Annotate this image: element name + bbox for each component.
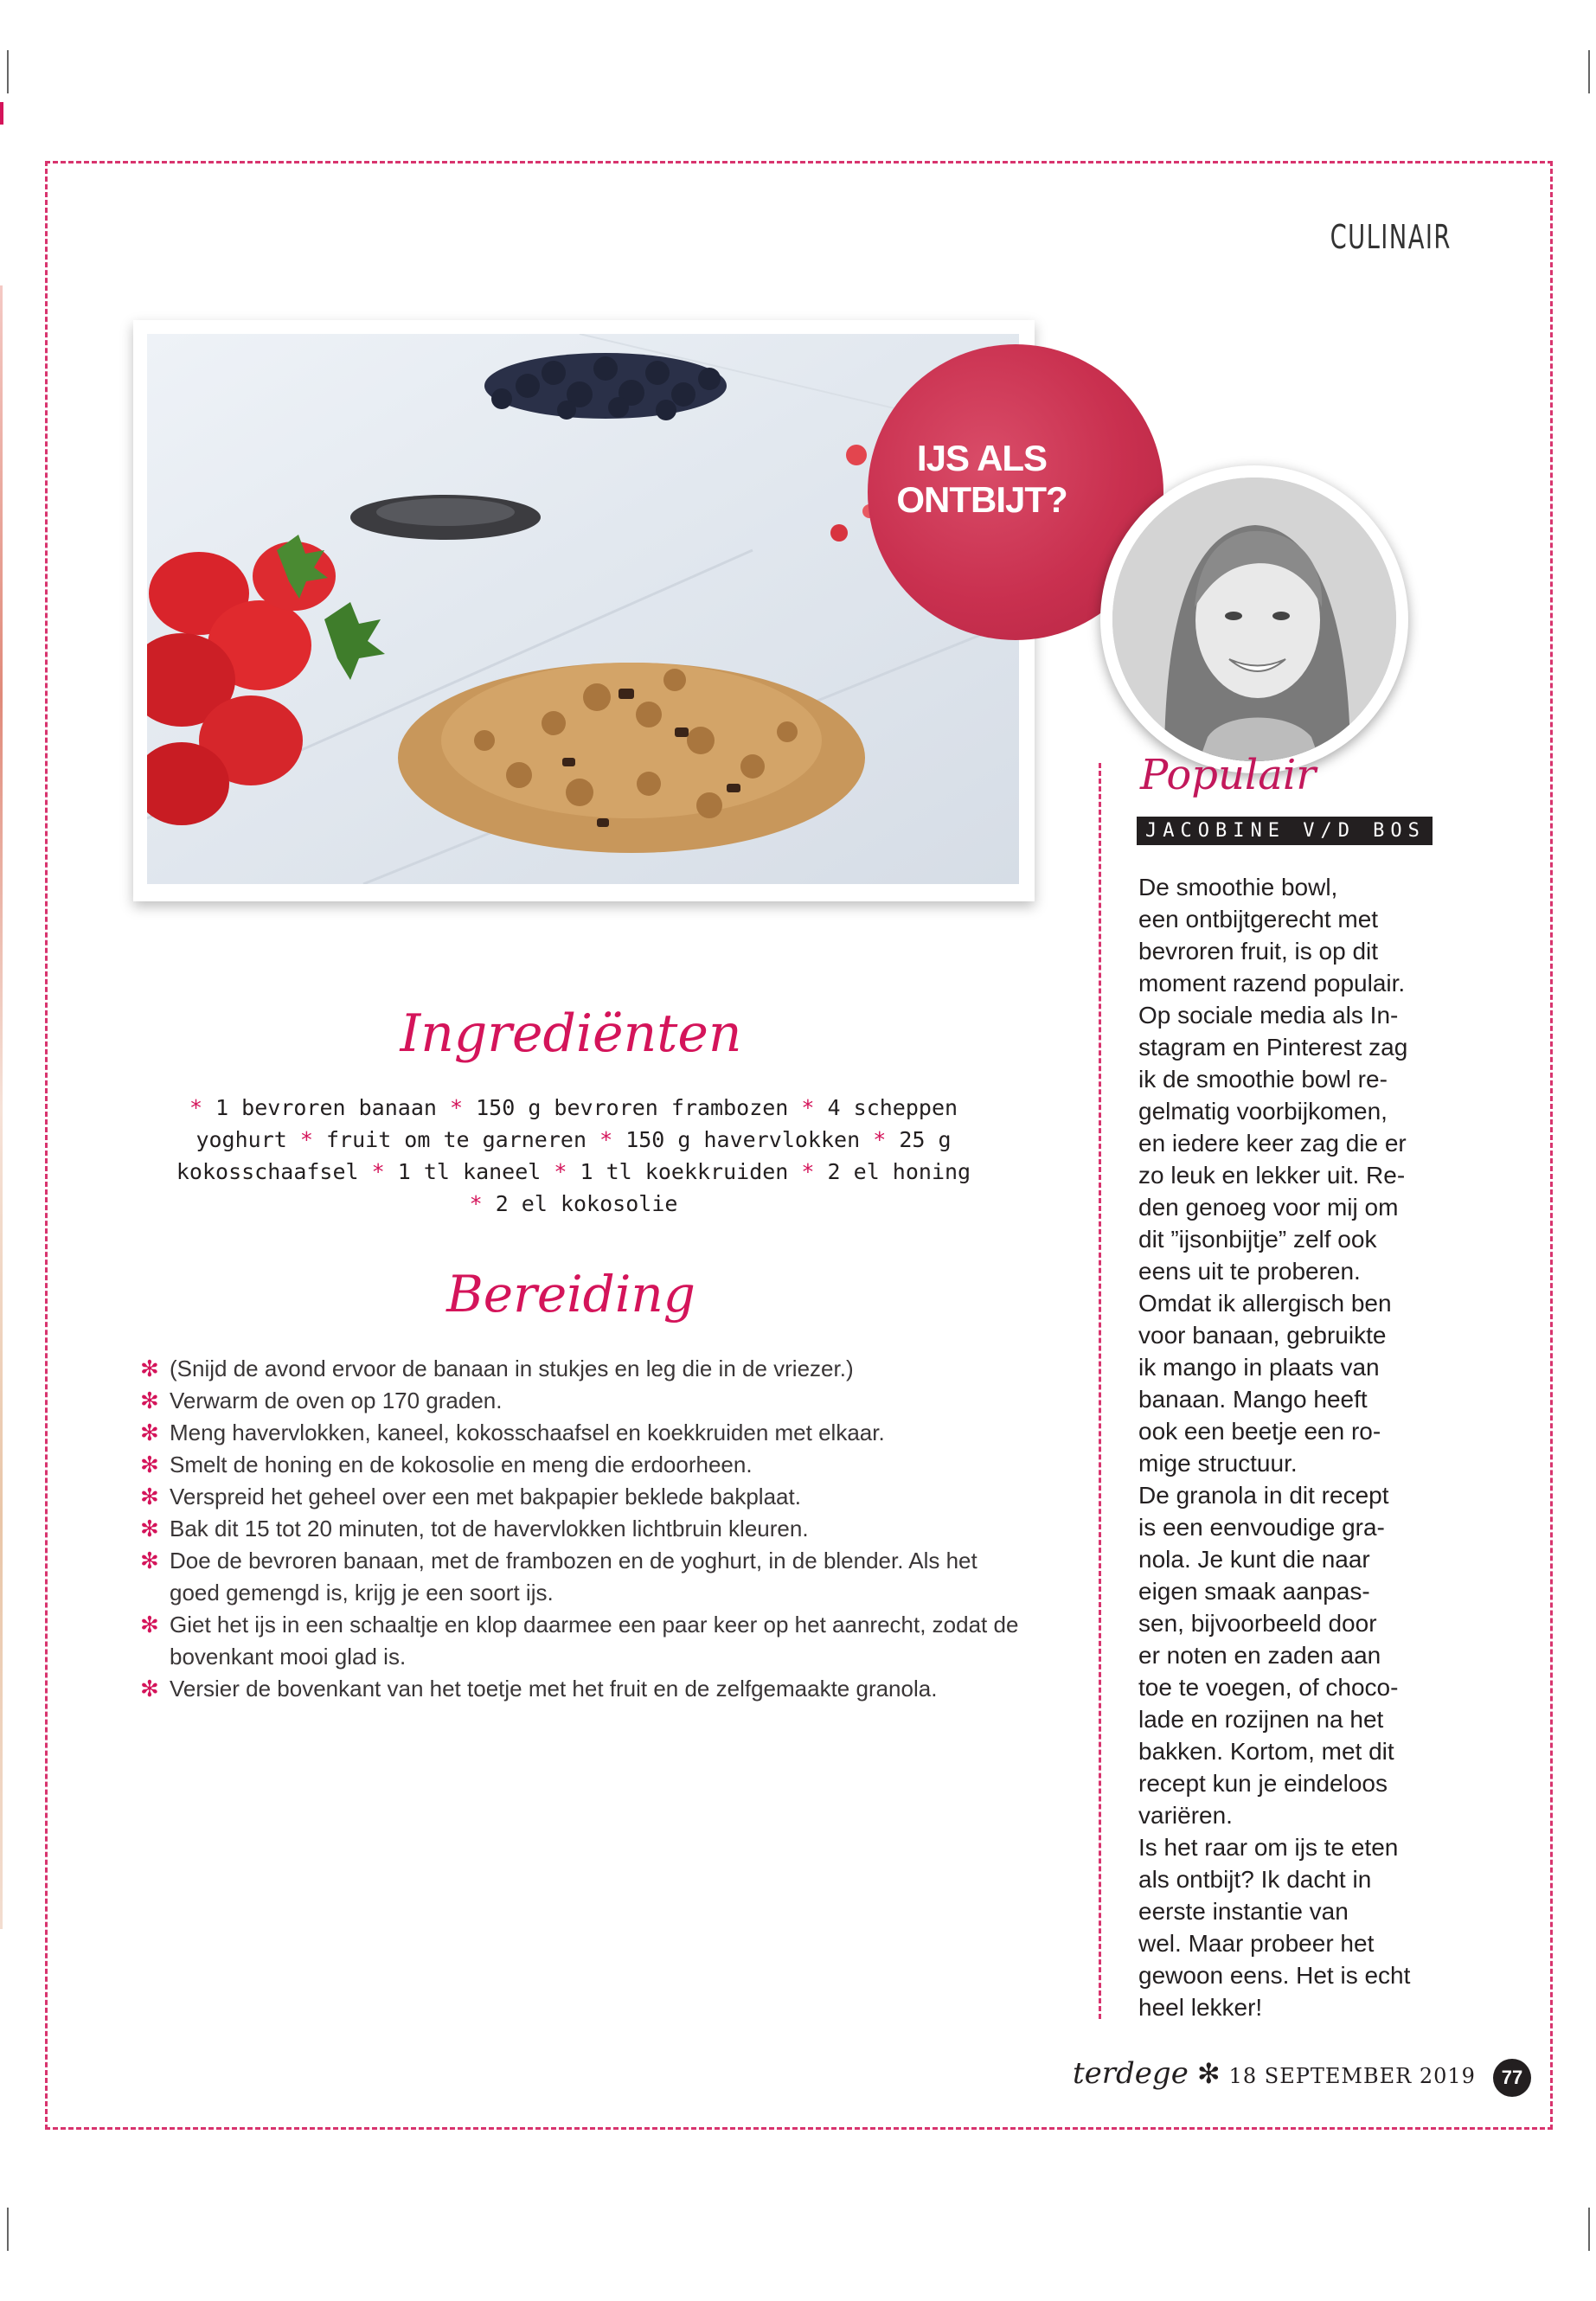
step-text: Giet het ijs in een schaaltje en klop daarmee een paar keer op het aanrecht, zodat de bovenkant mooi glad is.	[170, 1612, 1019, 1670]
ingredient-item: 1 tl koekkruiden	[580, 1159, 789, 1184]
feature-title-line-2: ONTBIJT?	[896, 479, 1067, 520]
page-footer	[1073, 2056, 1476, 2099]
crop-mark-bottom-right	[1588, 2208, 1590, 2251]
asterisk-bullet-icon: ✻	[140, 1484, 159, 1509]
crop-mark-bottom-left	[7, 2208, 9, 2251]
ingredients-line-1	[137, 1092, 1010, 1124]
ingredient-item-part: kokosschaafsel	[176, 1159, 359, 1184]
section-label: CULINAIR	[1330, 218, 1452, 256]
color-registration-mark	[0, 102, 3, 125]
portrait-illustration	[1112, 478, 1396, 761]
asterisk-bullet-icon: ✻	[140, 1516, 159, 1541]
step-text: Doe de bevroren banaan, met de frambozen en de yoghurt, in de blender. Als het goed gemengd is, krijg je een soort ijs.	[170, 1548, 977, 1606]
ingredient-item-part: 4 scheppen	[827, 1095, 958, 1120]
step-text: Versier de bovenkant van het toetje met het fruit en de zelfgemaakte granola.	[170, 1676, 938, 1702]
list-item	[140, 1481, 1022, 1513]
page-number: 77	[1493, 2059, 1531, 2097]
ingredient-item: 1 bevroren banaan	[215, 1095, 437, 1120]
ingredients-line-3	[137, 1156, 1010, 1188]
feature-title-line-1: IJS ALS	[916, 438, 1048, 478]
ingredient-item: 2 el kokosolie	[495, 1191, 678, 1216]
step-text: Verwarm de oven op 170 graden.	[170, 1388, 503, 1413]
preparation-heading: Bereiding	[446, 1265, 695, 1324]
list-item	[140, 1673, 1022, 1705]
asterisk-bullet-icon: ✻	[140, 1356, 159, 1381]
author-portrait	[1100, 465, 1408, 773]
crop-mark-top-left	[7, 50, 9, 93]
author-portrait-image	[1112, 478, 1396, 761]
list-item	[140, 1417, 1022, 1449]
ingredient-item-part: 25 g	[899, 1127, 952, 1152]
ingredient-item-part: yoghurt	[195, 1127, 287, 1152]
footer-separator-icon: ✻	[1196, 2058, 1221, 2089]
step-text: Bak dit 15 tot 20 minuten, tot de havervlokken lichtbruin kleuren.	[170, 1516, 809, 1541]
step-text: Meng havervlokken, kaneel, kokosschaafsel en koekkruiden met elkaar.	[170, 1420, 885, 1445]
list-item	[140, 1545, 1022, 1609]
ingredient-separator: *	[469, 1191, 483, 1216]
ingredient-separator: *	[371, 1159, 385, 1184]
list-item	[140, 1609, 1022, 1673]
ingredient-separator: *	[189, 1095, 202, 1120]
ingredient-separator: *	[801, 1095, 815, 1120]
ingredient-item: 150 g bevroren frambozen	[476, 1095, 789, 1120]
adjacent-page-edge	[0, 285, 3, 1929]
preparation-steps	[140, 1353, 1022, 1705]
ingredients-list	[137, 1092, 1010, 1220]
step-text: Smelt de honing en de kokosolie en meng die erdoorheen.	[170, 1452, 753, 1477]
sidebar-title: Populair	[1140, 751, 1317, 799]
asterisk-bullet-icon: ✻	[140, 1452, 159, 1477]
ingredient-item: fruit om te garneren	[325, 1127, 587, 1152]
ingredients-heading: Ingrediënten	[400, 1003, 742, 1064]
list-item	[140, 1385, 1022, 1417]
ingredient-item: 1 tl kaneel	[397, 1159, 542, 1184]
author-name: JACOBINE V/D BOS	[1137, 817, 1433, 845]
asterisk-bullet-icon: ✻	[140, 1388, 159, 1413]
sidebar-divider	[1099, 763, 1101, 2019]
magazine-logo: terdege	[1073, 2056, 1189, 2091]
ingredients-line-2	[137, 1124, 1010, 1156]
ingredient-separator: *	[801, 1159, 815, 1184]
asterisk-bullet-icon: ✻	[140, 1612, 159, 1638]
step-text: Verspreid het geheel over een met bakpapier beklede bakplaat.	[170, 1484, 801, 1509]
step-text: (Snijd de avond ervoor de banaan in stukjes en leg die in de vriezer.)	[170, 1356, 854, 1381]
ingredient-separator: *	[450, 1095, 464, 1120]
feature-title	[891, 438, 1073, 521]
ingredient-separator: *	[554, 1159, 567, 1184]
crop-mark-top-right	[1588, 50, 1590, 93]
issue-date: 18 SEPTEMBER 2019	[1228, 2064, 1476, 2088]
asterisk-bullet-icon: ✻	[140, 1420, 159, 1445]
ingredient-item: 150 g havervlokken	[625, 1127, 861, 1152]
asterisk-bullet-icon: ✻	[140, 1676, 159, 1702]
asterisk-bullet-icon: ✻	[140, 1548, 159, 1574]
ingredients-line-4	[137, 1188, 1010, 1220]
list-item	[140, 1513, 1022, 1545]
ingredient-item: 2 el honing	[827, 1159, 971, 1184]
ingredient-separator: *	[599, 1127, 613, 1152]
ingredient-separator: *	[299, 1127, 313, 1152]
list-item	[140, 1353, 1022, 1385]
list-item	[140, 1449, 1022, 1481]
sidebar-body-text: De smoothie bowl, een ontbijtgerecht met bevroren fruit, is op dit moment razend populair. Op sociale media als In- stagram en Pinterest zag ik de smoothie bowl re- gelmatig voorbijkomen, en iedere keer zag die er zo leuk en lekker uit. Re- den genoeg voor mij om dit ”ijsonbijtje” zelf ook eens uit te proberen. Omdat ik allergisch ben voor banaan, gebruikte ik mango in plaats van banaan. Mango heeft ook een beetje een ro- mige structuur. De granola in dit recept is een eenvoudige gra- nola. Je kunt die naar eigen smaak aanpas- sen, bijvoorbeeld door er noten en zaden aan toe te voegen, of choco- lade en rozijnen na het bakken. Kortom, met dit recept kun je eindeloos variëren. Is het raar om ijs te eten als ontbijt? Ik dacht in eerste instantie van wel. Maar probeer het gewoon eens. Het is echt heel lekker!	[1138, 874, 1411, 2021]
ingredient-separator: *	[873, 1127, 887, 1152]
